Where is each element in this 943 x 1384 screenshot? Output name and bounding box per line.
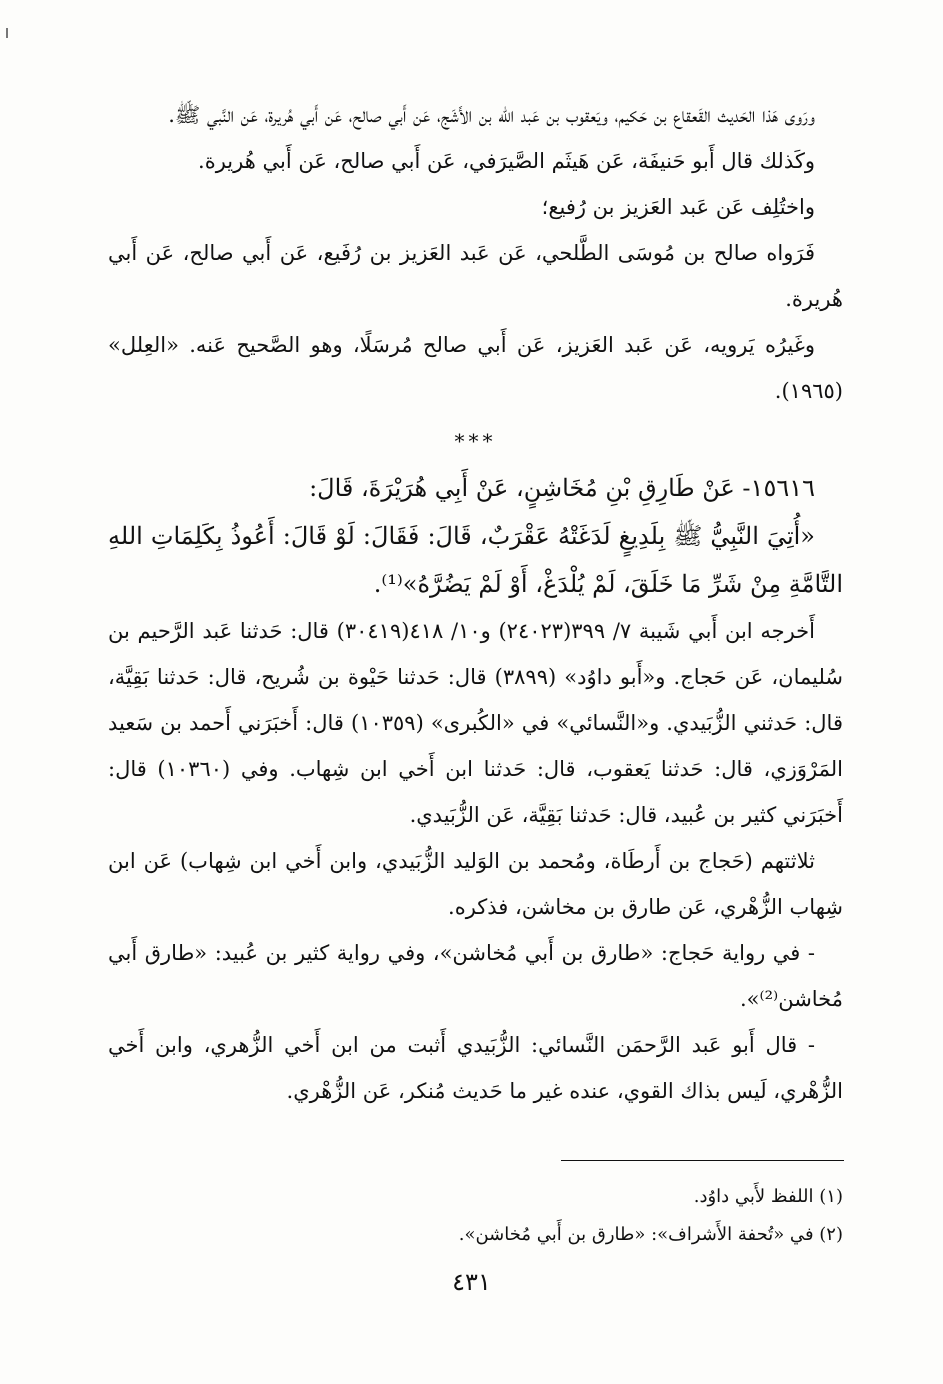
footnote-1: (١) اللفظ لأَبي داوُد. <box>693 1186 843 1207</box>
hadith-heading: ١٥٦١٦- عَنْ طَارِقِ بْنِ مُخَاشِنٍ، عَنْ أَبِي هُرَيْرَةَ، قَالَ: <box>309 474 815 502</box>
paragraph-narration-3: واختُلِف عَن عَبد العَزيز بن رُفيع؛ <box>541 195 815 219</box>
hadith-text: «أُتِيَ النَّبِيُّ ﷺ بِلَدِيغٍ لَدَغَتْهُ عَقْرَبٌ، قَالَ: فَقَالَ: لَوْ قَالَ: أَعُوذُ بِكَلِمَاتِ اللهِ التَّامَّةِ مِنْ شَرِّ مَا خَلَقَ، لَمْ يُلْدَغْ، أَوْ لَمْ يَضُرَّهُ»⁽¹⁾. <box>108 522 843 598</box>
section-separator: *** <box>454 429 497 453</box>
footnote-separator <box>561 1160 844 1161</box>
takhrij-paragraph-2: ثلاثتهم (حَجاج بن أَرطَاة، ومُحمد بن الوَليد الزُّبَيدي، وابن أَخي ابن شِهاب) عَن ابن شِهاب الزُّهْري، عَن طارق بن مخاشن، فذكره. <box>108 849 843 919</box>
takhrij-paragraph-1: أَخرجه ابن أَبي شَيبة ٧/ ٣٩٩(٢٤٠٢٣) و١٠/ ٤١٨(٣٠٤١٩) قال: حَدثنا عَبد الرَّحيم بن سُليمان، عَن حَجاج. و«أَبو داوُد» (٣٨٩٩) قال: حَدثنا حَيْوة بن شُريح، قال: حَدثنا بَقِيَّة، قال: حَدثني الزُّبَيدي. و«النَّسائي» في «الكُبرى» (١٠٣٥٩) قال: أَخبَرَني أَحمد بن سَعيد المَرْوَزي، قال: حَدثنا يَعقوب، قال: حَدثنا ابن أَخي ابن شِهاب. وفي (١٠٣٦٠) قال: أَخبَرَني كثير بن عُبيد، قال: حَدثنا بَقِيَّة، عَن الزُّبَيدي. <box>108 619 844 827</box>
page-number: ٤٣١ <box>452 1268 491 1296</box>
paragraph-narration-1: ورَوى هَذا الحَديث القَعقاع بن حَكيم، ويَعقوب بن عَبد الله بن الأَشَج، عَن أَبي صالح، عَن أَبي هُريرة، عَن النَّبي ﷺ. <box>168 103 815 127</box>
footnotes <box>459 1178 843 1254</box>
footnote-2: (٢) في «تُحفة الأَشراف»: «طارق بن أَبي مُخاشن». <box>458 1224 843 1245</box>
paragraph-narration-2: وكَذلك قال أَبو حَنيفَة، عَن هَيثَم الصَّيرَفي، عَن أَبي صالح، عَن أَبي هُريرة. <box>198 149 815 173</box>
paragraph-narration-4: فَرَواه صالح بن مُوسَى الطَّلحي، عَن عَبد العَزيز بن رُفَيع، عَن أَبي صالح، عَن أَبي هُريرة. <box>108 241 843 311</box>
takhrij-paragraph-4: - قال أَبو عَبد الرَّحمَن النَّسائي: الزُّبَيدي أَثبت من ابن أَخي الزُّهري، وابن أَخي الزُّهْري، لَيس بذاك القوي، عنده غير ما حَديث مُنكر، عَن الزُّهْري. <box>108 1033 843 1103</box>
scan-edge-mark <box>6 28 8 38</box>
page-body <box>108 92 843 1114</box>
takhrij-paragraph-3: - في رواية حَجاج: «طارق بن أَبي مُخاشن»، وفي رواية كثير بن عُبيد: «طارق أَبي مُخاشن⁽²⁾». <box>108 941 843 1011</box>
paragraph-narration-5: وغَيرُه يَرويه، عَن عَبد العَزيز، عَن أَبي صالح مُرسَلًا، وهو الصَّحيح عَنه. «العِلل» (١٩٦٥). <box>108 333 843 403</box>
